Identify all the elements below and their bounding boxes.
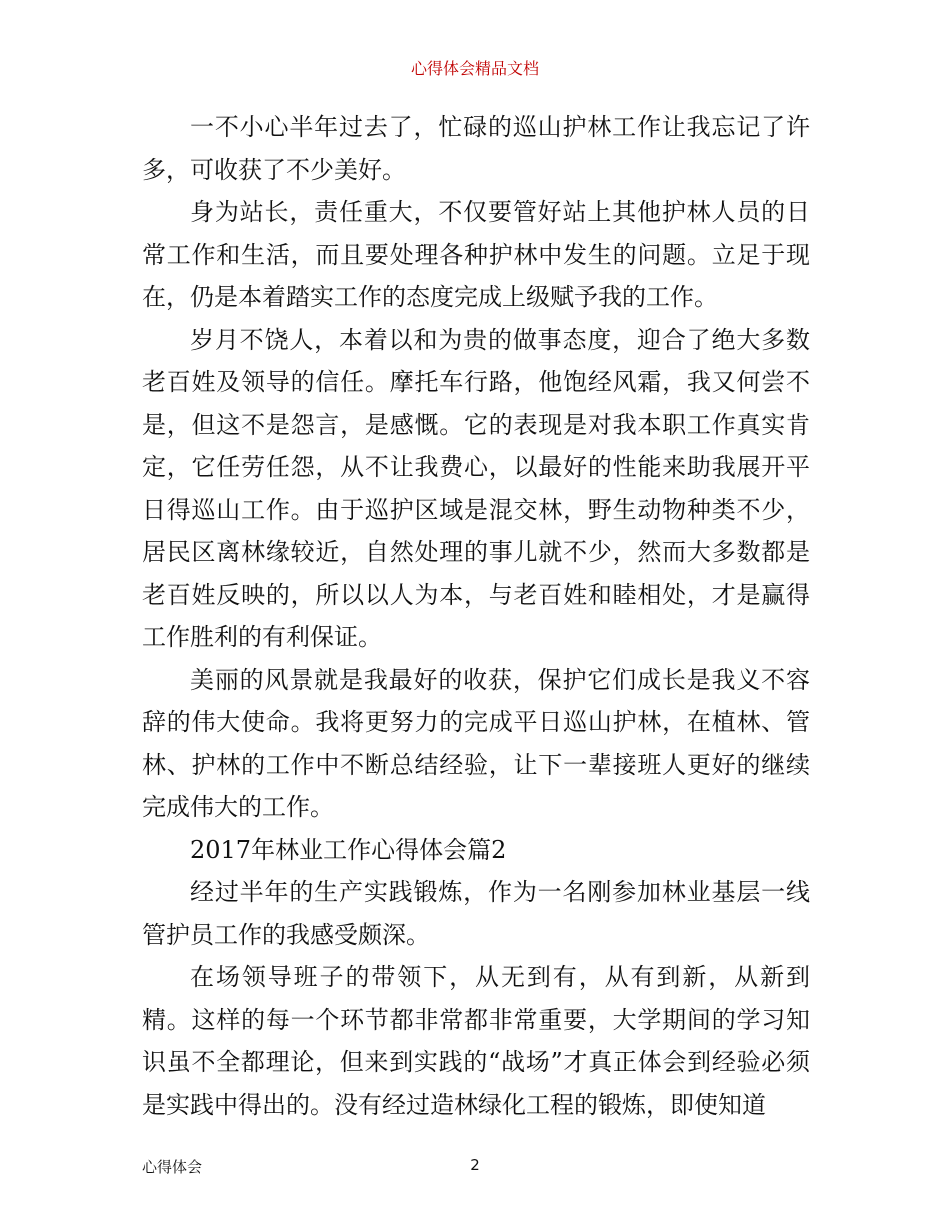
page-number: 2	[470, 1156, 480, 1174]
paragraph: 一不小心半年过去了，忙碌的巡山护林工作让我忘记了许多，可收获了不少美好。	[142, 113, 810, 184]
paragraph: 经过半年的生产实践锻炼，作为一名刚参加林业基层一线管护员工作的我感受颇深。	[142, 878, 810, 949]
paragraph: 美丽的风景就是我最好的收获，保护它们成长是我义不容辞的伟大使命。我将更努力的完成平日巡山护林，在植林、管林、护林的工作中不断总结经验，让下一辈接班人更好的继续完成伟大的工作。	[142, 665, 810, 821]
footer-label: 心得体会	[142, 1158, 203, 1176]
page-header-title: 心得体会精品文档	[410, 59, 539, 78]
section-heading: 2017年林业工作心得体会篇2	[190, 835, 507, 864]
paragraph: 身为站长，责任重大，不仅要管好站上其他护林人员的日常工作和生活，而且要处理各种护林中发生的问题。立足于现在，仍是本着踏实工作的态度完成上级赋予我的工作。	[142, 198, 810, 311]
body-text	[142, 106, 810, 1126]
paragraph: 岁月不饶人，本着以和为贵的做事态度，迎合了绝大多数老百姓及领导的信任。摩托车行路，他饱经风霜，我又何尝不是，但这不是怨言，是感慨。它的表现是对我本职工作真实肯定，它任劳任怨，从不让我费心，以最好的性能来助我展开平日得巡山工作。由于巡护区域是混交林，野生动物种类不少，居民区离林缘较近，自然处理的事儿就不少，然而大多数都是老百姓反映的，所以以人为本，与老百姓和睦相处，才是赢得工作胜利的有利保证。	[142, 325, 810, 651]
paragraph: 在场领导班子的带领下，从无到有，从有到新，从新到精。这样的每一个环节都非常都非常重要，大学期间的学习知识虽不全都理论，但来到实践的“战场”才真正体会到经验必须是实践中得出的。没有经过造林绿化工程的锻炼，即使知道	[142, 963, 810, 1119]
